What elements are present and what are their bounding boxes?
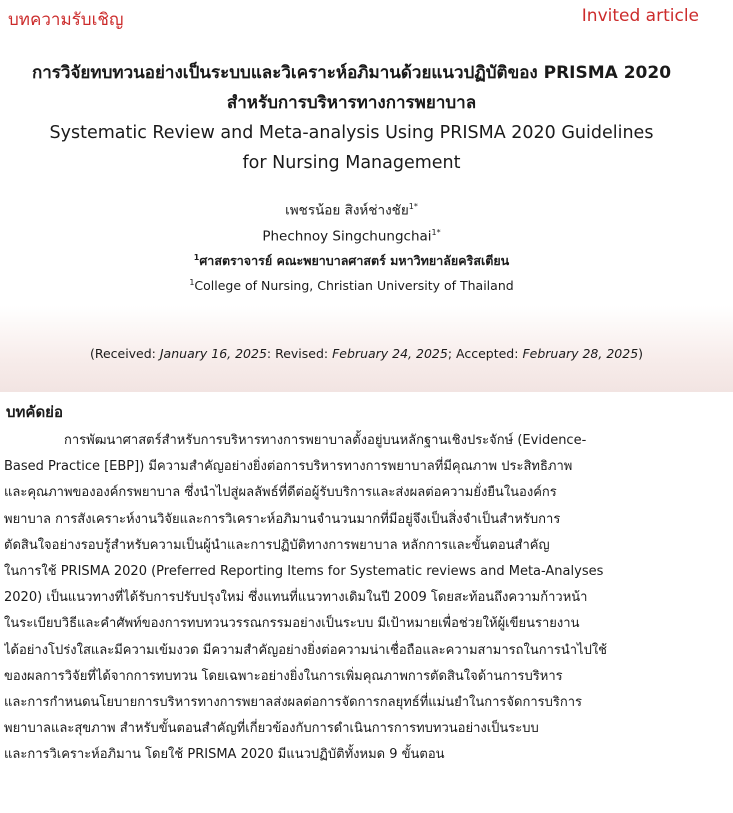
- abstract-line: ได้อย่างโปร่งใสและมีความเข้มงวด มีความสำคัญอย่างยิ่งต่อความน่าเชื่อถือและความสามารถในการนำไปใช้: [4, 642, 608, 658]
- article-title: [0, 58, 703, 178]
- affiliation-thai: $^1$ศาสตราจารย์ คณะพยาบาลศาสตร์ มหาวิทยาลัยคริสเตียน: [193, 253, 510, 269]
- author-sup-en: 1*: [431, 227, 441, 237]
- author-sup-thai: 1*: [408, 202, 418, 211]
- author-name-thai: เพชรน้อย สิงห์ช่างชัย$^{1*}$: [285, 202, 418, 219]
- abstract-line: และการกำหนดนโยบายการบริหารทางการพยาลส่งผลต่อการจัดการกลยุทธ์ที่แม่นยำในการจัดการบริการ: [4, 695, 583, 711]
- author-name-en: Phechnoy Singchungchai$^{1*}$: [262, 227, 441, 244]
- title-en-line2: for Nursing Management: [242, 153, 461, 173]
- title-en-line1: Systematic Review and Meta-analysis Using PRISMA 2020 Guidelines: [49, 123, 654, 143]
- abstract-body: [4, 428, 717, 769]
- received-date: January 16, 2025: [159, 346, 267, 361]
- author-block: [0, 196, 703, 297]
- aff-sup-en: 1: [189, 278, 195, 288]
- abstract-line: Based Practice [EBP]) มีความสำคัญอย่างยิ่งต่อการบริหารทางการพยาบาลที่มีคุณภาพ ประสิทธิภาพ: [4, 459, 573, 475]
- abstract-line: ตัดสินใจอย่างรอบรู้สำหรับความเป็นผู้นำและการปฏิบัติทางการพยาบาล หลักการและขั้นตอนสำคัญ: [4, 537, 550, 553]
- abstract-heading: บทคัดย่อ: [6, 403, 63, 421]
- abstract-line: การพัฒนาศาสตร์สำหรับการบริหารทางการพยาบาลตั้งอยู่บนหลักฐานเชิงประจักษ์ (Evidence-: [64, 433, 587, 448]
- affiliation-en: $^1$College of Nursing, Christian University of Thailand: [189, 278, 514, 294]
- title-thai-line2: สำหรับการบริหารทางการพยาบาล: [226, 93, 477, 113]
- abstract-line: พยาบาลและสุขภาพ สำหรับขั้นตอนสำคัญที่เกี่ยวข้องกับการดำเนินการการทบทวนอย่างเป็นระบบ: [4, 721, 539, 737]
- article-type-en: Invited article: [581, 6, 699, 26]
- abstract-line: และการวิเคราะห์อภิมาน โดยใช้ PRISMA 2020 มีแนวปฏิบัติทั้งหมด 9 ขั้นตอน: [4, 747, 445, 763]
- title-thai-line1: การวิจัยทบทวนอย่างเป็นระบบและวิเคราะห์อภิมานด้วยแนวปฏิบัติของ PRISMA 2020: [31, 63, 672, 83]
- abstract-line: ของผลการวิจัยที่ได้จากการทบทวน โดยเฉพาะอย่างยิ่งในการเพิ่มคุณภาพการตัดสินใจด้านการบริหาร: [4, 668, 563, 684]
- abstract-line: และคุณภาพขององค์กรพยาบาล ซึ่งนำไปสู่ผลลัพธ์ที่ดีต่อผู้รับบริการและส่งผลต่อความยั่งยืนในองค์กร: [4, 485, 557, 501]
- abstract-line: ในการใช้ PRISMA 2020 (Preferred Reporting Items for Systematic reviews and Meta-Analyses: [4, 564, 604, 580]
- abstract-line: พยาบาล การสังเคราะห์งานวิจัยและการวิเคราะห์อภิมานจำนวนมากที่มีอยู่จึงเป็นสิ่งจำเป็นสำหรับการ: [4, 511, 561, 527]
- accepted-date: February 28, 2025: [522, 346, 639, 361]
- abstract-line: 2020) เป็นแนวทางที่ได้รับการปรับปรุงใหม่ ซึ่งแทนที่แนวทางเดิมในปี 2009 โดยสะท้อนถึงความก้าวหน้า: [4, 590, 588, 606]
- aff-sup-thai: 1: [193, 253, 200, 262]
- article-type-thai: บทความรับเชิญ: [8, 10, 124, 30]
- abstract-line: ในระเบียบวิธีและคำศัพท์ของการทบทวนวรรณกรรมอย่างเป็นระบบ มีเป้าหมายเพื่อช่วยให้ผู้เขียนรายงาน: [4, 616, 580, 632]
- article-type-row: [0, 6, 733, 30]
- revised-date: February 24, 2025: [332, 346, 448, 361]
- submission-dates: (Received: January 16, 2025: Revised: February 24, 2025; Accepted: February 28, 2025): [89, 346, 644, 361]
